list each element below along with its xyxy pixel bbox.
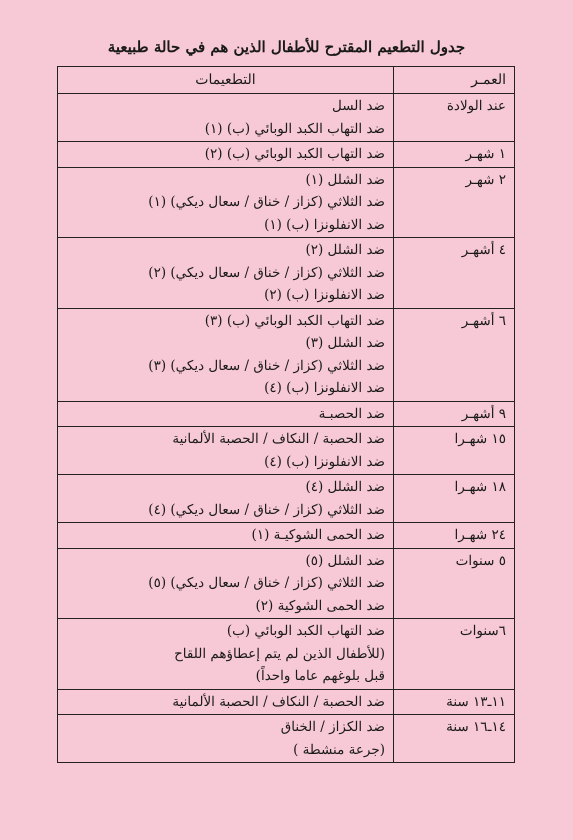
vaccines-cell: [58, 308, 394, 401]
age-cell: ٢٤ شهـرا: [394, 523, 515, 549]
vaccines-cell: [58, 142, 394, 168]
age-cell: ٥ سنوات: [394, 548, 515, 619]
table-body: [58, 94, 515, 763]
vaccine-line: ضد الكزاز / الخناق: [280, 719, 385, 735]
age-cell: ١٥ شهـرا: [394, 427, 515, 475]
vaccine-line: ضد الثلاثي (كزاز / خناق / سعال ديكي) (٥): [148, 575, 385, 591]
vaccine-line: ضد الانفلونزا (ب) (٤): [264, 453, 385, 470]
age-cell: ١ شهـر: [394, 142, 515, 168]
vaccine-line: (جرعة منشطة ): [293, 741, 385, 758]
table-row: [58, 308, 515, 401]
vaccines-cell: [58, 523, 394, 549]
vaccines-cell: [58, 401, 394, 427]
table-row: [58, 475, 515, 523]
vaccine-line: ضد الشلل (٣): [305, 335, 385, 351]
vaccine-line: ضد التهاب الكبد الوبائي (ب) (١): [204, 120, 385, 137]
age-cell: ١٤ـ١٦ سنة: [394, 715, 515, 763]
table-header-row: [58, 67, 515, 94]
vaccine-line: ضد الشلل (٢): [305, 242, 385, 258]
vaccine-line: ضد الانفلونزا (ب) (٢): [264, 287, 385, 303]
age-cell: ١١ـ١٣ سنة: [394, 689, 515, 715]
table-row: [58, 619, 515, 690]
table-row: [58, 401, 515, 427]
vaccines-cell: [58, 238, 394, 309]
vaccine-line: ضد الشلل (٤): [305, 479, 385, 495]
age-cell: ٩ أشهـر: [394, 401, 515, 427]
vaccine-line: ضد الحمى الشوكيـة (١): [251, 527, 385, 543]
table-row: [58, 715, 515, 763]
vaccine-line: ضد الثلاثي (كزاز / خناق / سعال ديكي) (١): [148, 194, 385, 210]
table-row: [58, 523, 515, 549]
vaccines-cell: [58, 715, 394, 763]
vaccine-line: ضد الحصبة / النكاف / الحصبة الألمانية: [172, 431, 385, 447]
vaccine-line: ضد الانفلونزا (ب) (١): [264, 216, 385, 233]
vaccine-line: ضد التهاب الكبد الوبائي (ب) (٢): [204, 146, 385, 162]
age-cell: ١٨ شهـرا: [394, 475, 515, 523]
vaccine-line: ضد الثلاثي (كزاز / خناق / سعال ديكي) (٤): [148, 501, 385, 518]
vaccines-cell: [58, 619, 394, 690]
vaccine-line: ضد السل: [332, 98, 385, 114]
vaccines-cell: [58, 689, 394, 715]
vaccine-line: ضد الحمى الشوكية (٢): [255, 597, 385, 614]
age-cell: ٤ أشهـر: [394, 238, 515, 309]
vaccine-line: (للأطفال الذين لم يتم إعطاؤهم اللقاح: [174, 645, 385, 662]
vaccine-line: ضد الحصبة / النكاف / الحصبة الألمانية: [172, 693, 385, 710]
vaccine-line: ضد الثلاثي (كزاز / خناق / سعال ديكي) (٢): [148, 264, 385, 281]
vaccination-schedule-table: [57, 66, 515, 763]
age-column-header: العمـر: [394, 67, 515, 94]
vaccines-cell: [58, 548, 394, 619]
vaccine-line: ضد الشلل (١): [305, 171, 385, 188]
table-row: [58, 142, 515, 168]
age-cell: ٦سنوات: [394, 619, 515, 690]
table-row: [58, 94, 515, 142]
page-title: جدول التطعيم المقترح للأطفال الذين هم في حالة طبيعية: [107, 38, 466, 56]
age-cell: ٦ أشهـر: [394, 308, 515, 401]
vaccine-line: ضد التهاب الكبد الوبائي (ب): [226, 623, 385, 639]
vaccine-line: ضد الشلل (٥): [305, 552, 385, 569]
vaccine-line: ضد الثلاثي (كزاز / خناق / سعال ديكي) (٣): [148, 357, 385, 374]
table-row: [58, 167, 515, 238]
vaccines-cell: [58, 94, 394, 142]
vaccinations-column-header: التطعيمات: [58, 67, 394, 94]
age-cell: عند الولادة: [394, 94, 515, 142]
vaccine-line: ضد الحصبـة: [318, 405, 385, 422]
vaccine-line: ضد التهاب الكبد الوبائي (ب) (٣): [204, 312, 385, 329]
table-row: [58, 427, 515, 475]
table-row: [58, 548, 515, 619]
table-row: [58, 238, 515, 309]
vaccines-cell: [58, 475, 394, 523]
vaccine-line: قبل بلوغهم عاما واحداً): [255, 668, 385, 684]
vaccines-cell: [58, 167, 394, 238]
vaccines-cell: [58, 427, 394, 475]
vaccine-line: ضد الانفلونزا (ب) (٤): [264, 380, 385, 396]
table-row: [58, 689, 515, 715]
age-cell: ٢ شهـر: [394, 167, 515, 238]
